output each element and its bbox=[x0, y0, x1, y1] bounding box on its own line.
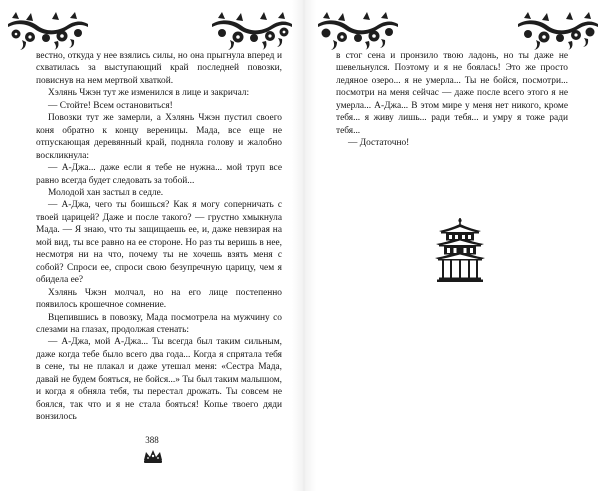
paragraph: Молодой хан застыл в седле. bbox=[48, 187, 164, 198]
paragraph: — Стойте! Всем остановиться! bbox=[48, 100, 173, 111]
paragraph: — А-Джа... даже если я тебе не нужна... мой труп все равно всегда будет следовать за тобой... bbox=[36, 163, 282, 186]
pagoda-illustration-icon bbox=[435, 218, 485, 282]
paragraph: — Достаточно! bbox=[348, 138, 410, 149]
right-page bbox=[304, 0, 608, 491]
crown-ornament-icon bbox=[142, 448, 164, 464]
floral-ornament-icon bbox=[212, 10, 292, 50]
left-page-text bbox=[36, 50, 282, 424]
floral-ornament-icon bbox=[518, 10, 598, 50]
paragraph: Повозки тут же замерли, а Хэлянь Чжэн пустил своего коня обратно к концу вереницы. Мада, все еще не отпускающая деревянный край, подняла голову и жалобно воскликнула: bbox=[36, 113, 282, 161]
paragraph: — А-Джа, мой А-Джа... Ты всегда был таким сильным, даже когда тебе было всего два года... Когда я спрятала тебя в сене, ты не плакал и даже утешал меня: «Сестра Мада, давай не будем бояться, не бойся...» Ты был таким малышом, и когда я обняла тебя, ты перестал дрожать. Ты совсем не боялся, так что и я не стала бояться! Копье твоего дяди вонзилось bbox=[36, 337, 282, 423]
paragraph: Хэлянь Чжэн молчал, но на его лице постепенно появилось крошечное сомнение. bbox=[36, 287, 282, 311]
paragraph: вестно, откуда у нее взялись силы, но она прыгнула вперед и схватилась за выступающий край последней повозки, повиснув на нем мертвой хваткой. bbox=[36, 51, 282, 86]
floral-ornament-icon bbox=[8, 10, 88, 50]
floral-ornament-icon bbox=[318, 10, 398, 50]
paragraph: Хэлянь Чжэн тут же изменился в лице и закричал: bbox=[48, 88, 250, 99]
paragraph: — А-Джа, чего ты боишься? Как я могу соперничать с твоей царицей? Даже и после такого? — грустно хмыкнула Мада. — Я знаю, что ты защищаешь ее, и, даже невзирая на мой вид, ты все равно на ее стороне. Но раз ты веришь в нее, несмотря ни на что, почему ты не хочешь взять меня с собой? Спроси ее, спроси свою безупречную царицу, чем я обидела ее? bbox=[36, 200, 282, 286]
page-number: 388 bbox=[145, 435, 159, 445]
right-page-text bbox=[336, 50, 568, 150]
paragraph: Вцепившись в повозку, Мада посмотрела на мужчину со слезами на глазах, продолжая стенать: bbox=[36, 312, 282, 335]
paragraph: в стог сена и пронзило твою ладонь, но ты даже не шевельнулся. Поэтому и я не боялась! Это же просто ледяное озеро... я не умерла... Ты не бойся, посмотри... посмотри на меня сейчас — даже после всего этого я не умерла... А-Джа... В этом мире у меня нет никого, кроме тебя... я живу лишь... ради тебя... и умру я тоже ради тебя... bbox=[336, 51, 568, 136]
